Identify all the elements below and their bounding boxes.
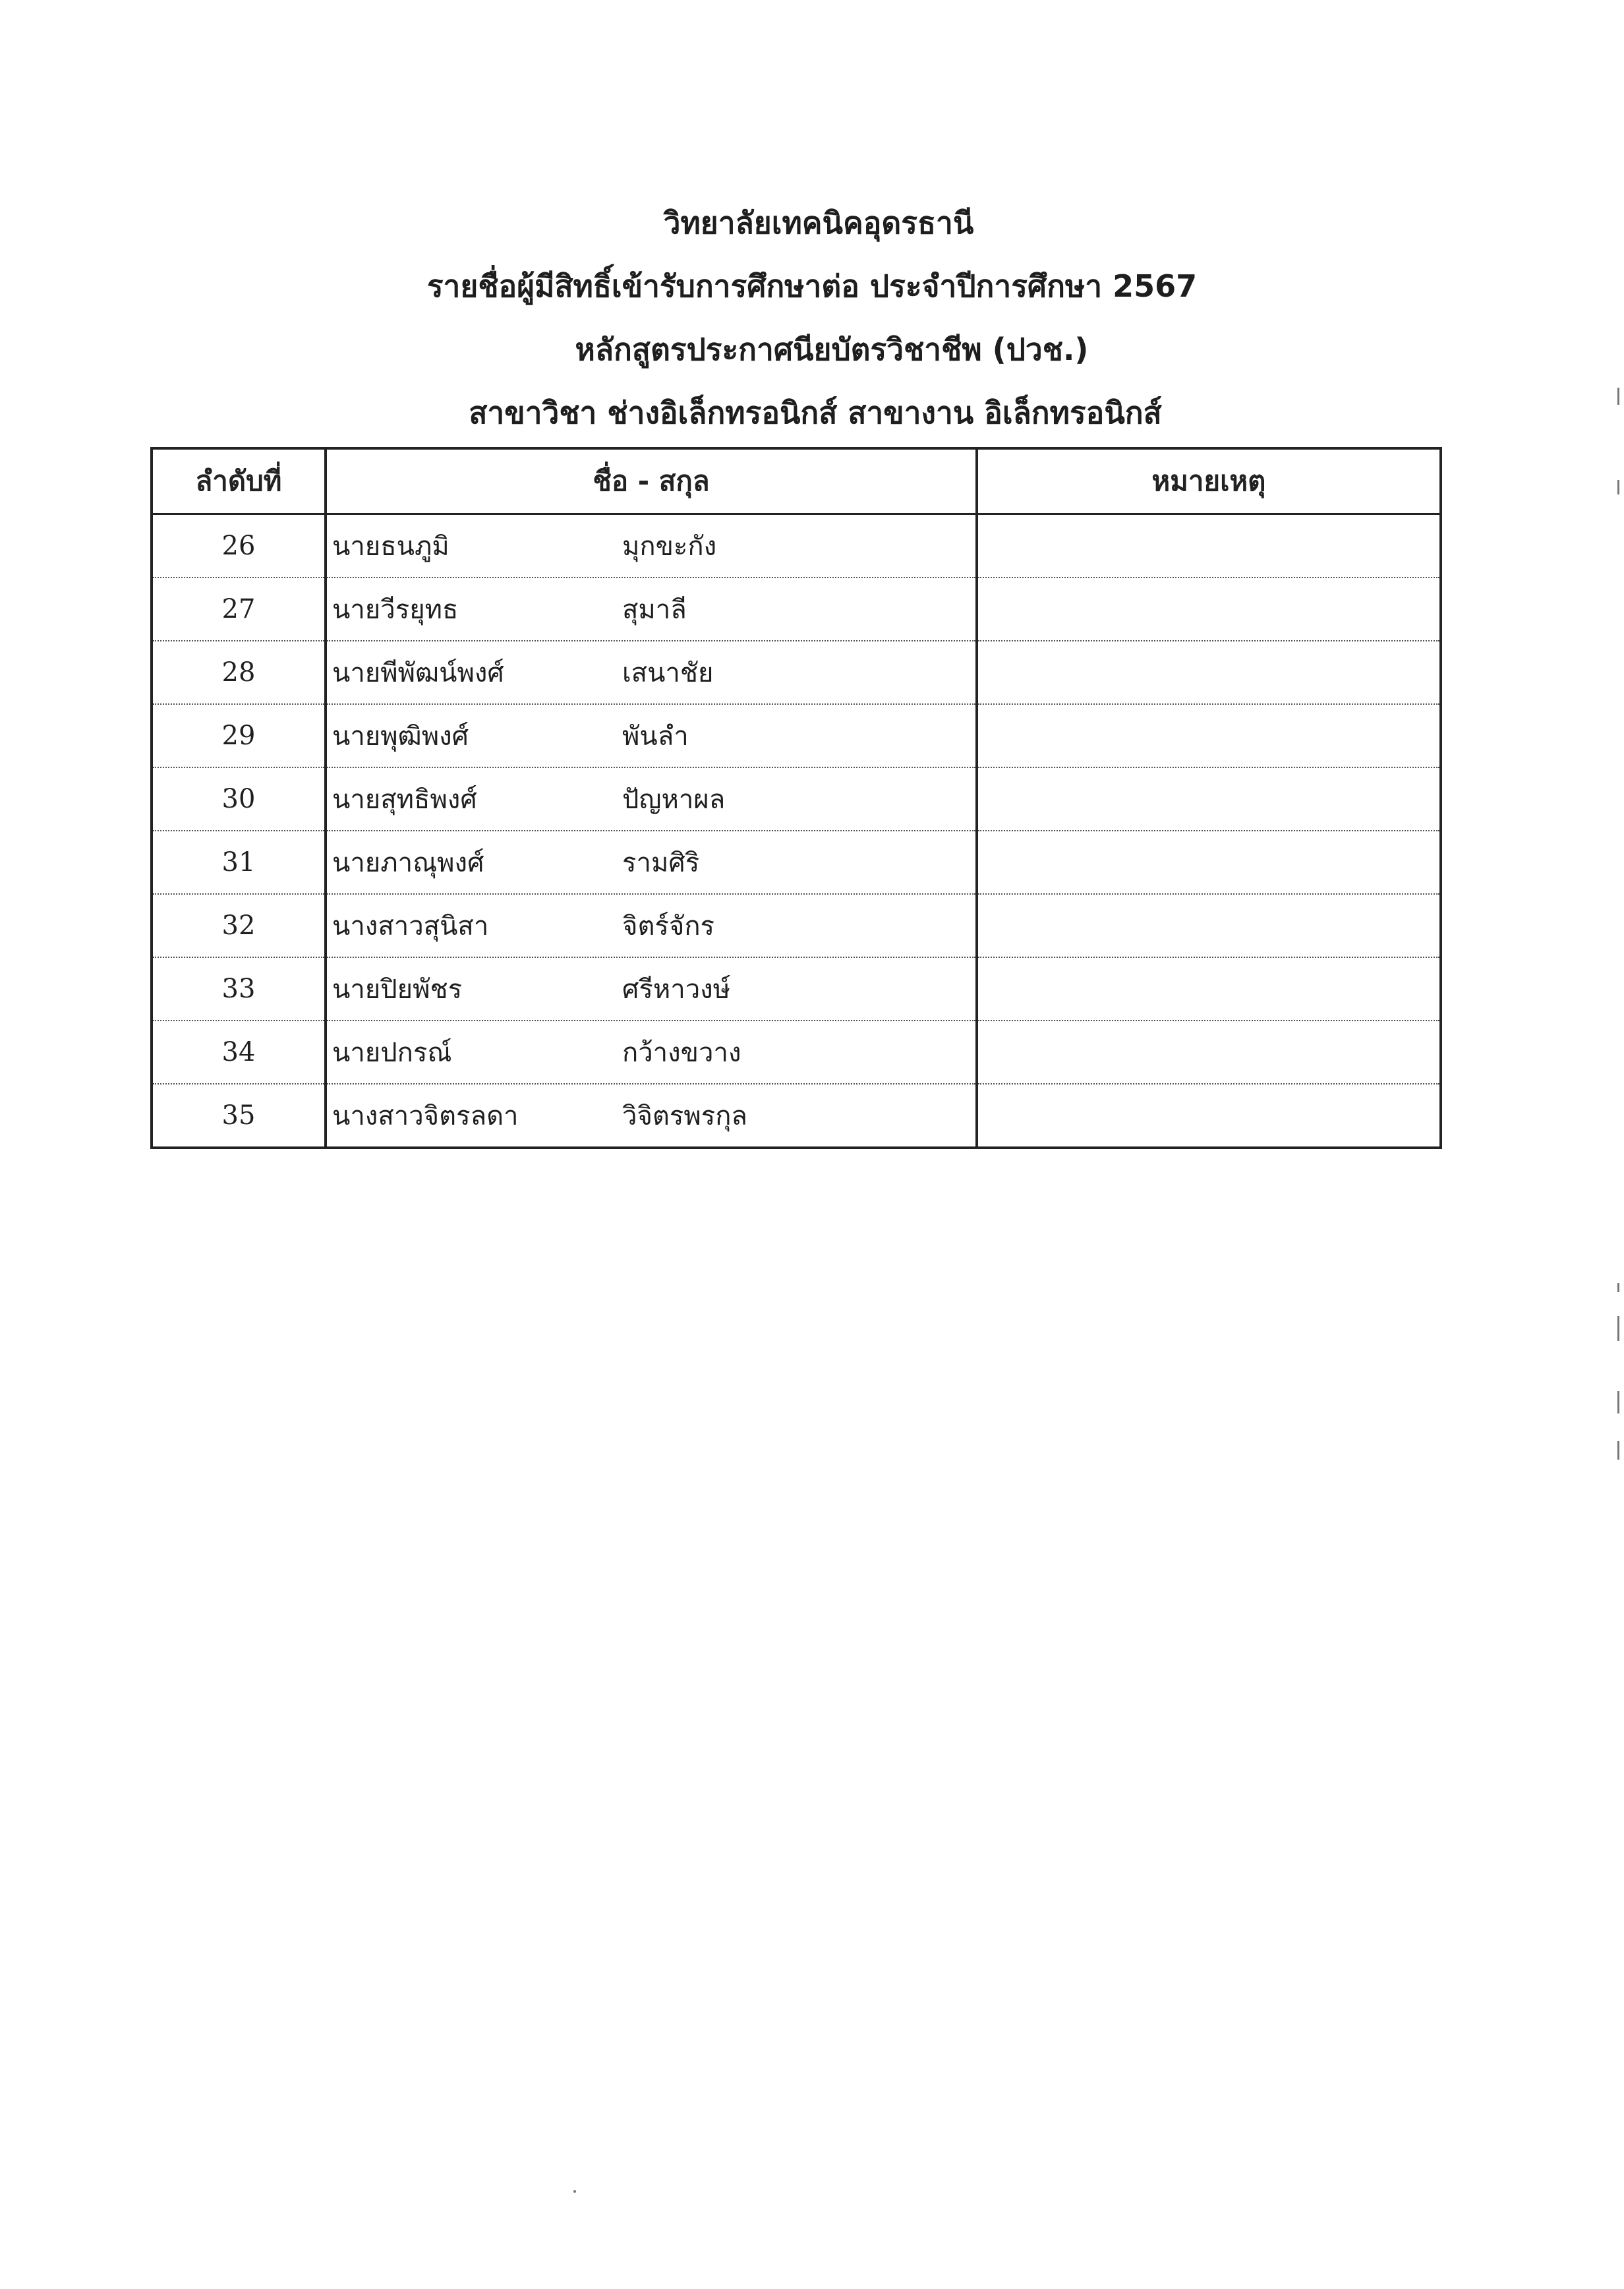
scan-mark bbox=[1617, 1316, 1619, 1341]
last-name: มุกขะกัง bbox=[622, 531, 717, 562]
remark-cell bbox=[977, 704, 1441, 767]
remark-cell bbox=[977, 1021, 1441, 1084]
first-name: นายธนภูมิ bbox=[332, 531, 450, 562]
scan-mark bbox=[1617, 1391, 1619, 1413]
last-name: พันลำ bbox=[622, 721, 689, 752]
remark-cell bbox=[977, 641, 1441, 704]
first-name: นางสาวสุนิสา bbox=[332, 911, 489, 941]
program-title: สาขาวิชา ช่างอิเล็กทรอนิกส์ สาขางาน อิเล็กทรอนิกส์ bbox=[469, 395, 1162, 431]
last-name: สุมาลี bbox=[622, 595, 687, 625]
curriculum-title: หลักสูตรประกาศนียบัตรวิชาชีพ (ปวช.) bbox=[575, 332, 1089, 367]
table-header-row bbox=[152, 448, 1441, 514]
seq-cell: 32 bbox=[152, 894, 326, 957]
name-cell bbox=[326, 578, 977, 641]
student-roster-table bbox=[150, 447, 1442, 1149]
seq-cell: 35 bbox=[152, 1084, 326, 1148]
name-cell bbox=[326, 1021, 977, 1084]
name-cell bbox=[326, 767, 977, 831]
seq-cell: 33 bbox=[152, 957, 326, 1021]
table-row bbox=[152, 957, 1441, 1021]
table-row bbox=[152, 831, 1441, 894]
scan-mark bbox=[1617, 480, 1619, 494]
table-row bbox=[152, 1021, 1441, 1084]
remark-cell bbox=[977, 578, 1441, 641]
first-name: นายปิยพัชร bbox=[332, 974, 463, 1005]
first-name: นางสาวจิตรลดา bbox=[332, 1101, 519, 1131]
name-cell bbox=[326, 957, 977, 1021]
seq-cell: 30 bbox=[152, 767, 326, 831]
table-row bbox=[152, 894, 1441, 957]
remark-cell bbox=[977, 894, 1441, 957]
last-name: วิจิตรพรกุล bbox=[622, 1101, 747, 1131]
seq-cell: 28 bbox=[152, 641, 326, 704]
scan-mark bbox=[1617, 1283, 1619, 1292]
table-row bbox=[152, 641, 1441, 704]
first-name: นายพีพัฒน์พงศ์ bbox=[332, 658, 504, 688]
column-header-name: ชื่อ - สกุล bbox=[326, 448, 977, 514]
seq-cell: 29 bbox=[152, 704, 326, 767]
last-name: ปัญหาผล bbox=[622, 785, 726, 815]
remark-cell bbox=[977, 831, 1441, 894]
remark-cell bbox=[977, 957, 1441, 1021]
table-row bbox=[152, 514, 1441, 578]
first-name: นายปกรณ์ bbox=[332, 1038, 452, 1068]
table-row bbox=[152, 704, 1441, 767]
first-name: นายสุทธิพงศ์ bbox=[332, 785, 477, 815]
last-name: กว้างขวาง bbox=[622, 1038, 741, 1068]
name-cell bbox=[326, 641, 977, 704]
document-header bbox=[0, 191, 1624, 444]
table-row bbox=[152, 1084, 1441, 1148]
last-name: รามศิริ bbox=[622, 848, 700, 878]
first-name: นายวีรยุทธ bbox=[332, 595, 459, 625]
seq-cell: 27 bbox=[152, 578, 326, 641]
name-cell bbox=[326, 704, 977, 767]
table-row bbox=[152, 767, 1441, 831]
institution-name: วิทยาลัยเทคนิคอุดรธานี bbox=[663, 205, 974, 241]
name-cell bbox=[326, 894, 977, 957]
last-name: ศรีหาวงษ์ bbox=[622, 974, 731, 1005]
remark-cell bbox=[977, 1084, 1441, 1148]
first-name: นายภาณุพงศ์ bbox=[332, 848, 484, 878]
column-header-seq: ลำดับที่ bbox=[152, 448, 326, 514]
last-name: จิตร์จักร bbox=[622, 911, 715, 941]
first-name: นายพุฒิพงศ์ bbox=[332, 721, 469, 752]
name-cell bbox=[326, 514, 977, 578]
list-title: รายชื่อผู้มีสิทธิ์เข้ารับการศึกษาต่อ ประจำปีการศึกษา 2567 bbox=[426, 268, 1198, 304]
scan-mark bbox=[1617, 388, 1619, 405]
remark-cell bbox=[977, 767, 1441, 831]
seq-cell: 31 bbox=[152, 831, 326, 894]
seq-cell: 26 bbox=[152, 514, 326, 578]
scan-dot bbox=[573, 2190, 576, 2193]
name-cell bbox=[326, 1084, 977, 1148]
scan-mark bbox=[1617, 1441, 1619, 1460]
last-name: เสนาชัย bbox=[622, 658, 714, 688]
seq-cell: 34 bbox=[152, 1021, 326, 1084]
remark-cell bbox=[977, 514, 1441, 578]
name-cell bbox=[326, 831, 977, 894]
table-row bbox=[152, 578, 1441, 641]
column-header-remark: หมายเหตุ bbox=[977, 448, 1441, 514]
